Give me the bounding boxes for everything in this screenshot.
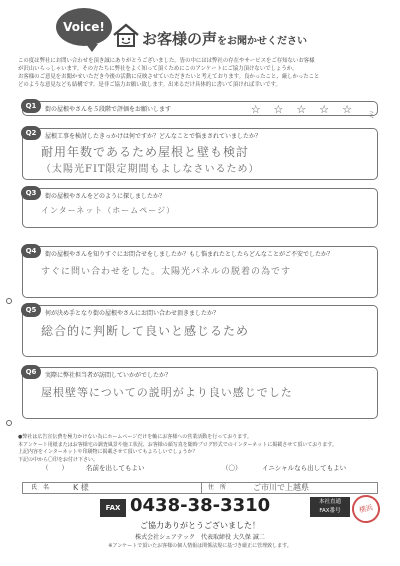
publication-notes <box>18 434 384 464</box>
note-line: 下記の中から〇印をお付け下さい。 <box>18 456 99 463</box>
question-number: Q3 <box>21 186 41 200</box>
handwritten-answer: すぐに問い合わせをした。太陽光パネルの脱着の為です <box>41 267 292 277</box>
question-q6 <box>22 367 378 419</box>
intro-line: が沢山いらっしゃいます。その方たちに弊社をよく知って頂くためにこのアンケートにご協力頂けないでしょうか。 <box>18 66 298 72</box>
handwritten-answer: 屋根壁等についての説明がより良い感じでした <box>41 386 293 399</box>
customer-info-table <box>22 482 378 494</box>
note-line: 上記内容をインターネットや印刷物に掲載させて頂いてもよろしいでしょうか？ <box>18 449 198 455</box>
consent-initial-label: イニシャルなら出してもよい <box>262 464 347 472</box>
address-label: 住 所 <box>201 483 226 493</box>
intro-text <box>18 57 384 89</box>
handwritten-answer: 総合的に判断して良いと感じるため <box>41 324 250 338</box>
question-text: 街の屋根やさんを５段階で評価をお願いします <box>45 106 172 113</box>
punch-hole-mark <box>6 420 12 426</box>
question-text: 街の屋根やさんを知りすぐにお問合せをしましたか？もし悩まれたとしたらどんなことがご不安でしたか？ <box>45 251 334 258</box>
question-number: Q6 <box>21 365 41 379</box>
question-q5 <box>22 305 378 357</box>
question-number: Q1 <box>21 99 41 113</box>
question-q4 <box>22 246 378 298</box>
rating-stars[interactable]: ☆☆☆☆☆ <box>250 103 365 116</box>
consent-initial-checkbox[interactable]: （〇） <box>222 464 242 472</box>
question-text: 何が決め手となり街の屋根やさんにお問い合わせ頂きましたか？ <box>45 310 220 317</box>
handwritten-answer: 耐用年数であるため屋根と壁も検討 <box>41 145 250 159</box>
title-tail: をお聞かせください <box>217 36 308 47</box>
address-field[interactable]: ご市川で上越県 <box>253 483 309 492</box>
page-title <box>142 28 307 49</box>
survey-header <box>0 0 400 56</box>
fax-label-line: FAX番号 <box>319 508 341 514</box>
question-text: 街の屋根やさんをどのように探しましたか？ <box>45 193 166 200</box>
note-line: ●弊社は広告宣伝費を極力かけない為にホームページだけを軸にお客様への営業活動を行っております。 <box>18 434 252 440</box>
intro-line: この度は弊社にお問い合わせを頂き誠にありがとうございました。皆の中にはは弊社の存在やサービスをご存知ないお客様 <box>18 58 315 64</box>
company-seal: 横浜 <box>349 492 382 525</box>
voice-label: Voice! <box>63 20 105 34</box>
title-main: お客様の声 <box>142 30 218 48</box>
privacy-footnote: ※アンケートで頂いたお客様の個人情報は関係法規に基づき厳正に管理致します。 <box>108 543 292 549</box>
punch-hole-mark <box>6 298 12 304</box>
fax-label-line: 本社直通 <box>318 499 341 505</box>
handwritten-answer: （太陽光FIT限定期間もよしなさいるため） <box>41 164 260 175</box>
fax-icon: FAX <box>100 499 126 517</box>
house-icon <box>112 22 140 48</box>
consent-name-label: 名前を出してもよい <box>86 464 145 472</box>
name-field[interactable]: K 様 <box>73 483 89 492</box>
question-text: 屋根工事を検討したきっかけは何ですか？どんなことで悩まされていましたか？ <box>45 133 262 140</box>
thanks-message: ご協力ありがとうございました！ <box>140 521 260 530</box>
question-number: Q4 <box>21 244 41 258</box>
question-q1 <box>22 101 378 116</box>
fax-number: 0438-38-3310 <box>130 495 271 516</box>
fax-label-box <box>310 497 350 517</box>
question-q3 <box>22 188 378 228</box>
voice-speech-bubble <box>56 8 112 46</box>
company-name: 株式会社シェアテック 代表取締役 大久保 誠二 <box>135 534 265 541</box>
question-number: Q5 <box>21 303 41 317</box>
question-q2 <box>22 128 378 180</box>
intro-line: お客様のご意見をお聞かせいただき今後の活動に反映させていただきたいと考えております。良かったこと、厳しかったこと <box>18 74 320 80</box>
consent-name-checkbox[interactable]: （ ） <box>42 464 68 472</box>
margin-mark: ミ <box>367 111 377 121</box>
question-number: Q2 <box>21 126 41 140</box>
handwritten-answer: インターネット（ホームページ） <box>41 206 176 215</box>
question-text: 実際に弊社担当者が訪問していかがでしたか？ <box>45 372 172 379</box>
intro-line: どのような意見なども結構です。是非ご協力お願い致します。出来るだけ具体的に書いて頂ければ幸いです。 <box>18 82 281 88</box>
note-line: 本アンケート用紙またはお客様宅の調査風景や施工状況、お客様の顔写真を随時ブログ形式でのインターネットに掲載させて頂いております。 <box>18 441 337 448</box>
name-label: 氏 名 <box>31 484 50 491</box>
